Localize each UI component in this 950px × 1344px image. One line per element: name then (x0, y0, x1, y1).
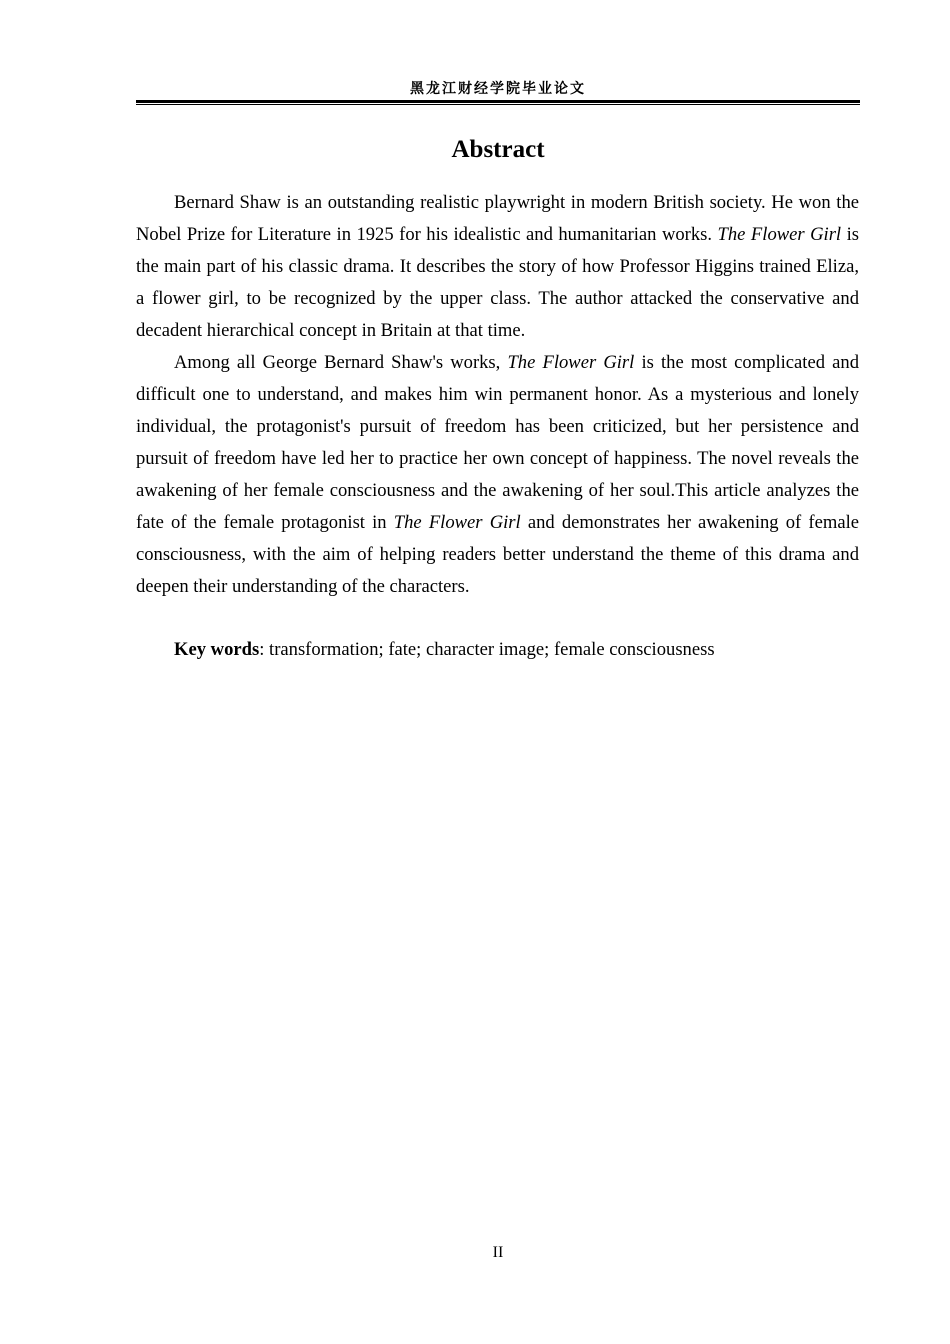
work-title-italic: The Flower Girl (393, 512, 521, 533)
page-number: II (492, 1244, 504, 1261)
paragraph-text: is the main part of his classic drama. It describes the story of how Professor Higgins trained Eliza, a flower girl, to be recognized by the upper class. The author attacked the conservative and decadent hierarchical concept in Britain at that time. (136, 224, 859, 341)
paragraph-text: is the most complicated and difficult one to understand, and makes him win permanent honor. As a mysterious and lonely individual, the protagonist's pursuit of freedom has been criticized, but her persistence and pursuit of freedom have led her to practice her own concept of happiness. The novel reveals the awakening of her female consciousness and the awakening of her soul.This article analyzes the fate of the female protagonist in (136, 352, 859, 533)
paragraph-text: Bernard Shaw is an outstanding realistic playwright in modern British society. He won the Nobel Prize for Literature in 1925 for his idealistic and humanitarian works. (136, 192, 859, 245)
page-title: Abstract (451, 136, 545, 163)
header-rule-thin (136, 104, 860, 105)
keywords-label: Key words (174, 639, 260, 660)
paragraph-text: Among all George Bernard Shaw's works, (174, 352, 508, 373)
work-title-italic: The Flower Girl (507, 352, 635, 373)
keywords-line (136, 634, 859, 666)
paragraph-text: and demonstrates her awakening of female consciousness, with the aim of helping readers better understand the theme of this drama and deepen their understanding of the characters. (136, 512, 859, 597)
running-header: 黑龙江财经学院毕业论文 (410, 81, 586, 97)
work-title-italic: The Flower Girl (717, 224, 842, 245)
keywords-text: : transformation; fate; character image; female consciousness (259, 639, 715, 660)
abstract-paragraph-1 (136, 187, 859, 347)
abstract-body (136, 187, 859, 603)
abstract-paragraph-2 (136, 347, 859, 603)
header-rule-thick (136, 100, 860, 103)
